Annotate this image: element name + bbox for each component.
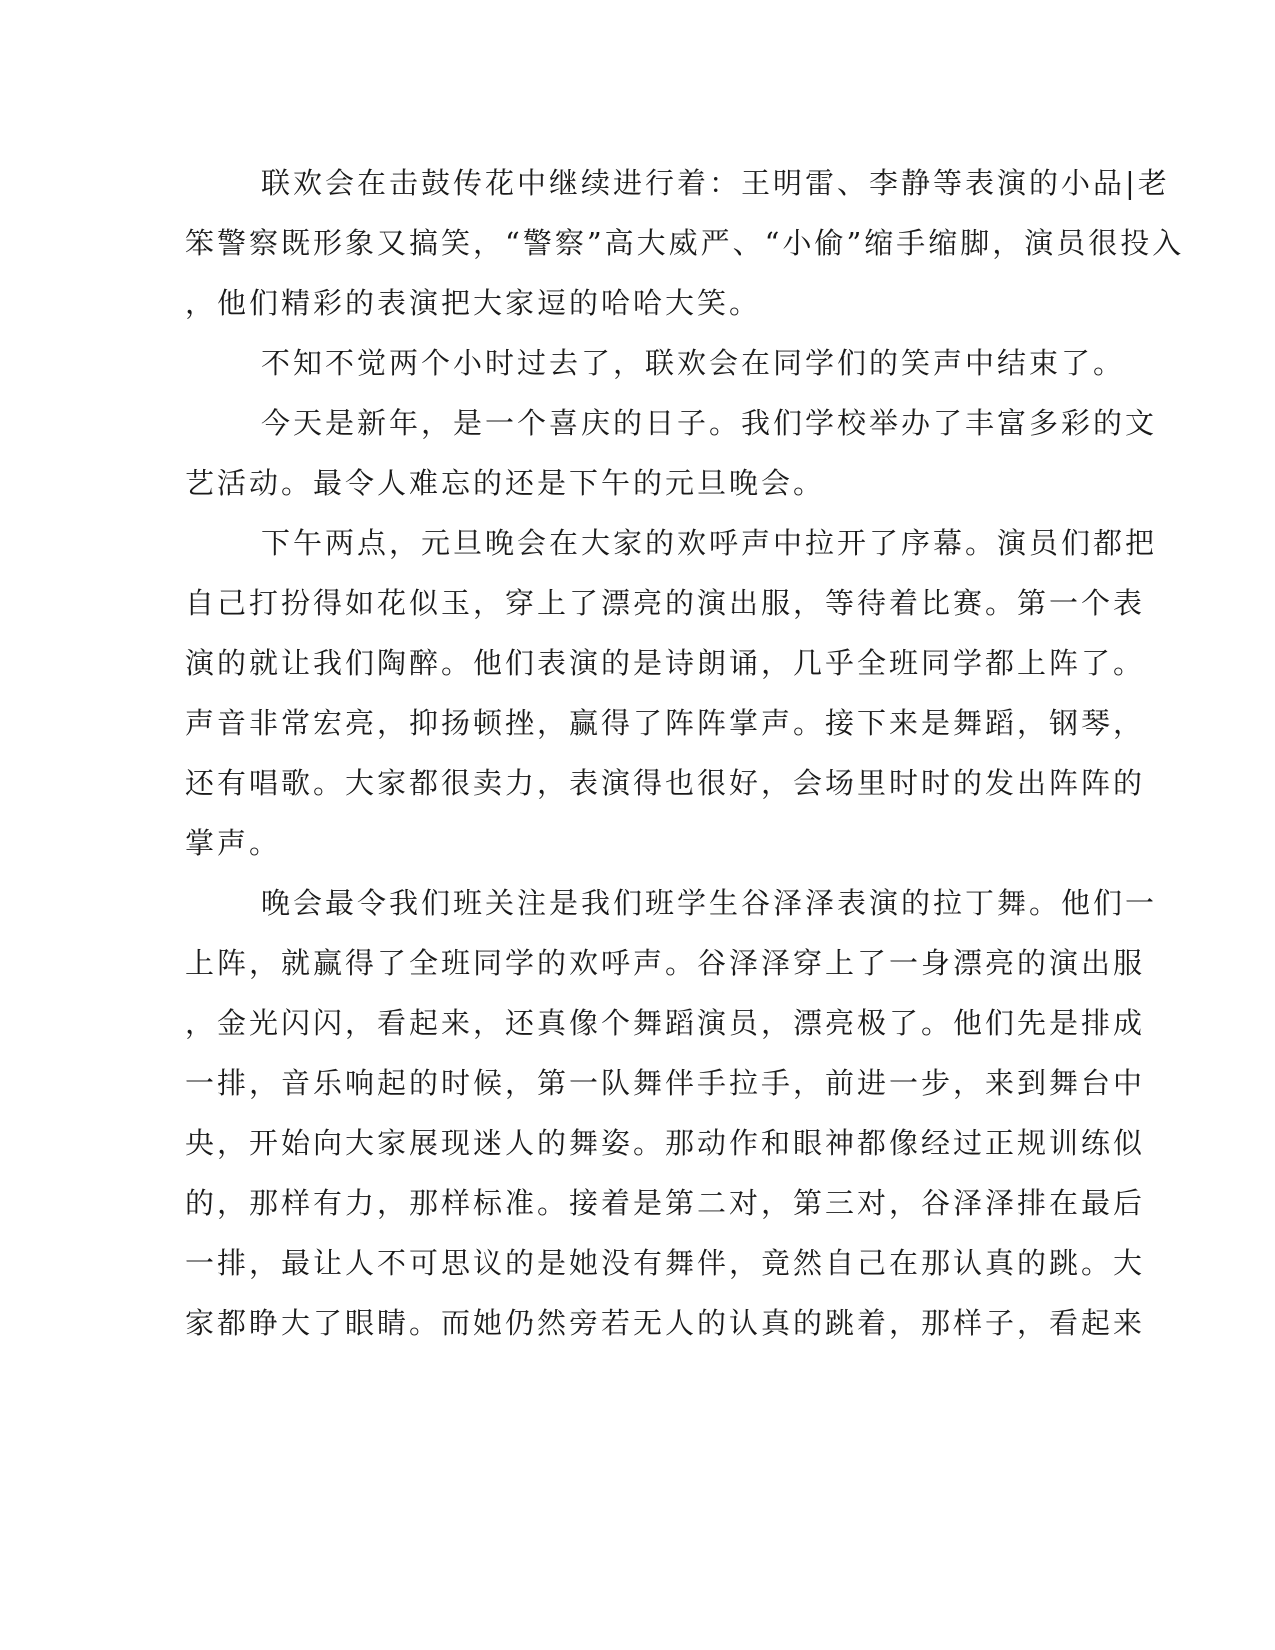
paragraph-line: 联欢会在击鼓传花中继续进行着：王明雷、李静等表演的小品|老 xyxy=(261,166,1170,200)
paragraph-4 xyxy=(185,513,1158,873)
paragraph-line: 自己打扮得如花似玉，穿上了漂亮的演出服，等待着比赛。第一个表 xyxy=(185,586,1146,620)
paragraph-line: 演的就让我们陶醉。他们表演的是诗朗诵，几乎全班同学都上阵了。 xyxy=(185,646,1146,680)
paragraph-line: 掌声。 xyxy=(185,826,282,860)
document-body xyxy=(185,153,1185,1353)
paragraph-line: ，他们精彩的表演把大家逗的哈哈大笑。 xyxy=(185,286,762,320)
paragraph-line: 晚会最令我们班关注是我们班学生谷泽泽表演的拉丁舞。他们一 xyxy=(261,886,1158,920)
paragraph-3 xyxy=(185,393,1158,513)
paragraph-line: 上阵，就赢得了全班同学的欢呼声。谷泽泽穿上了一身漂亮的演出服 xyxy=(185,946,1146,980)
paragraph-line: ，金光闪闪，看起来，还真像个舞蹈演员，漂亮极了。他们先是排成 xyxy=(185,1006,1146,1040)
paragraph-line: 下午两点，元旦晚会在大家的欢呼声中拉开了序幕。演员们都把 xyxy=(261,526,1158,560)
paragraph-5 xyxy=(185,873,1158,1353)
paragraph-line: 艺活动。最令人难忘的还是下午的元旦晚会。 xyxy=(185,466,826,500)
paragraph-line: 不知不觉两个小时过去了，联欢会在同学们的笑声中结束了。 xyxy=(261,346,1126,380)
paragraph-line: 声音非常宏亮，抑扬顿挫，赢得了阵阵掌声。接下来是舞蹈，钢琴， xyxy=(185,706,1146,740)
paragraph-line: 的，那样有力，那样标准。接着是第二对，第三对，谷泽泽排在最后 xyxy=(185,1186,1146,1220)
paragraph-line: 还有唱歌。大家都很卖力，表演得也很好，会场里时时的发出阵阵的 xyxy=(185,766,1146,800)
paragraph-line: 一排，最让人不可思议的是她没有舞伴，竟然自己在那认真的跳。大 xyxy=(185,1246,1146,1280)
paragraph-line: 今天是新年，是一个喜庆的日子。我们学校举办了丰富多彩的文 xyxy=(261,406,1158,440)
paragraph-line: 笨警察既形象又搞笑，“警察”高大威严、“小偷”缩手缩脚，演员很投入 xyxy=(185,226,1185,260)
paragraph-line: 央，开始向大家展现迷人的舞姿。那动作和眼神都像经过正规训练似 xyxy=(185,1126,1146,1160)
paragraph-line: 一排，音乐响起的时候，第一队舞伴手拉手，前进一步，来到舞台中 xyxy=(185,1066,1146,1100)
paragraph-1 xyxy=(185,153,1185,333)
paragraph-line: 家都睁大了眼睛。而她仍然旁若无人的认真的跳着，那样子，看起来 xyxy=(185,1306,1146,1340)
paragraph-2 xyxy=(185,333,1126,393)
